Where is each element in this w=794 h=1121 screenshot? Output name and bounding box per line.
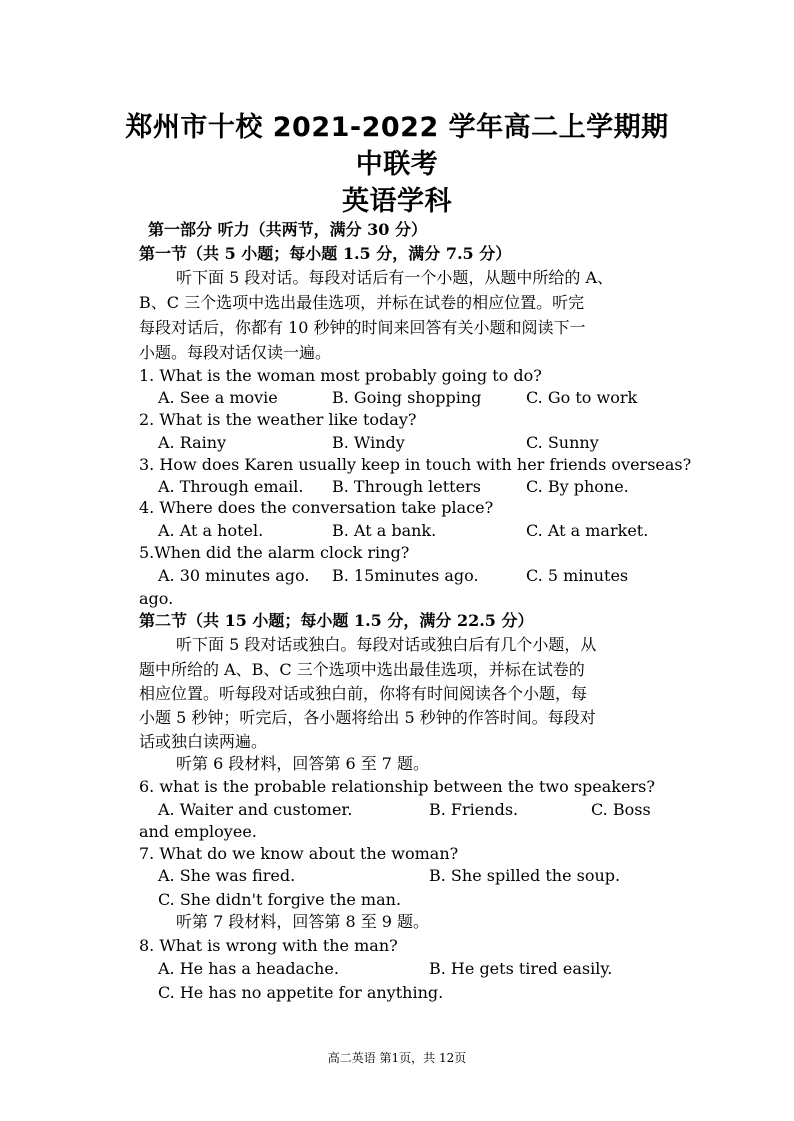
question-5-option-b: B. 15minutes ago. bbox=[332, 566, 479, 585]
question-2-stem: 2. What is the weather like today? bbox=[139, 410, 417, 429]
question-4-option-c: C. At a market. bbox=[526, 521, 649, 540]
part1-heading: 第一部分 听力（共两节，满分 30 分） bbox=[148, 220, 427, 239]
question-3-option-a: A. Through email. bbox=[158, 477, 304, 496]
section2-instructions-line-3: 相应位置。听每段对话或独白前，你将有时间阅读各个小题，每 bbox=[139, 684, 588, 703]
question-2-option-c: C. Sunny bbox=[526, 433, 599, 452]
question-6-option-c-wrap: and employee. bbox=[139, 822, 257, 841]
exam-title-line-1: 郑州市十校 2021-2022 学年高二上学期期 bbox=[125, 112, 669, 143]
exam-subject-title: 英语学科 bbox=[342, 186, 452, 217]
question-3-option-c: C. By phone. bbox=[526, 477, 629, 496]
question-8-option-a: A. He has a headache. bbox=[158, 959, 339, 978]
question-3-option-b: B. Through letters bbox=[332, 477, 481, 496]
page-footer: 高二英语 第1页，共 12页 bbox=[327, 1051, 467, 1065]
question-1-stem: 1. What is the woman most probably going to do? bbox=[139, 366, 542, 385]
question-6-stem: 6. what is the probable relationship between the two speakers? bbox=[139, 777, 655, 796]
question-1-option-b: B. Going shopping bbox=[332, 388, 482, 407]
section2-instructions-line-4: 小题 5 秒钟；听完后，各小题将给出 5 秒钟的作答时间。每段对 bbox=[139, 708, 596, 727]
question-5-option-a: A. 30 minutes ago. bbox=[158, 566, 310, 585]
exam-title-line-2: 中联考 bbox=[355, 149, 439, 180]
question-1-option-c: C. Go to work bbox=[526, 388, 638, 407]
section2-instructions-line-2: 题中所给的 A、B、C 三个选项中选出最佳选项，并标在试卷的 bbox=[139, 660, 585, 679]
question-8-option-b: B. He gets tired easily. bbox=[429, 959, 613, 978]
section2-heading: 第二节（共 15 小题；每小题 1.5 分，满分 22.5 分） bbox=[139, 611, 534, 630]
section2-instructions-line-1: 听下面 5 段对话或独白。每段对话或独白后有几个小题，从 bbox=[176, 635, 597, 654]
section1-instructions-line-3: 每段对话后，你都有 10 秒钟的时间来回答有关小题和阅读下一 bbox=[139, 318, 586, 337]
section1-instructions-line-1: 听下面 5 段对话。每段对话后有一个小题，从题中所给的 A、 bbox=[176, 268, 613, 287]
question-6-option-a: A. Waiter and customer. bbox=[158, 800, 353, 819]
section1-instructions-line-2: B、C 三个选项中选出最佳选项，并标在试卷的相应位置。听完 bbox=[139, 293, 585, 312]
question-7-option-a: A. She was fired. bbox=[158, 866, 296, 885]
question-5-stem: 5.When did the alarm clock ring? bbox=[139, 543, 410, 562]
question-4-option-a: A. At a hotel. bbox=[158, 521, 264, 540]
material-6-note: 听第 6 段材料，回答第 6 至 7 题。 bbox=[176, 754, 430, 773]
question-7-option-b: B. She spilled the soup. bbox=[429, 866, 621, 885]
question-3-stem: 3. How does Karen usually keep in touch with her friends overseas? bbox=[139, 455, 692, 474]
section2-instructions-line-5: 话或独白读两遍。 bbox=[139, 732, 268, 751]
question-4-stem: 4. Where does the conversation take place? bbox=[139, 498, 494, 517]
section1-instructions-line-4: 小题。每段对话仅读一遍。 bbox=[139, 343, 332, 362]
question-2-option-a: A. Rainy bbox=[158, 433, 227, 452]
question-6-option-c: C. Boss bbox=[591, 800, 651, 819]
section1-heading: 第一节（共 5 小题；每小题 1.5 分，满分 7.5 分） bbox=[139, 244, 512, 263]
material-7-note: 听第 7 段材料，回答第 8 至 9 题。 bbox=[176, 912, 430, 931]
question-7-stem: 7. What do we know about the woman? bbox=[139, 844, 459, 863]
question-6-option-b: B. Friends. bbox=[429, 800, 519, 819]
question-1-option-a: A. See a movie bbox=[158, 388, 278, 407]
question-2-option-b: B. Windy bbox=[332, 433, 405, 452]
question-8-stem: 8. What is wrong with the man? bbox=[139, 936, 398, 955]
question-5-option-c-wrap: ago. bbox=[139, 589, 174, 608]
question-8-option-c: C. He has no appetite for anything. bbox=[158, 983, 444, 1002]
question-7-option-c: C. She didn't forgive the man. bbox=[158, 890, 402, 909]
question-5-option-c: C. 5 minutes bbox=[526, 566, 629, 585]
question-4-option-b: B. At a bank. bbox=[332, 521, 437, 540]
